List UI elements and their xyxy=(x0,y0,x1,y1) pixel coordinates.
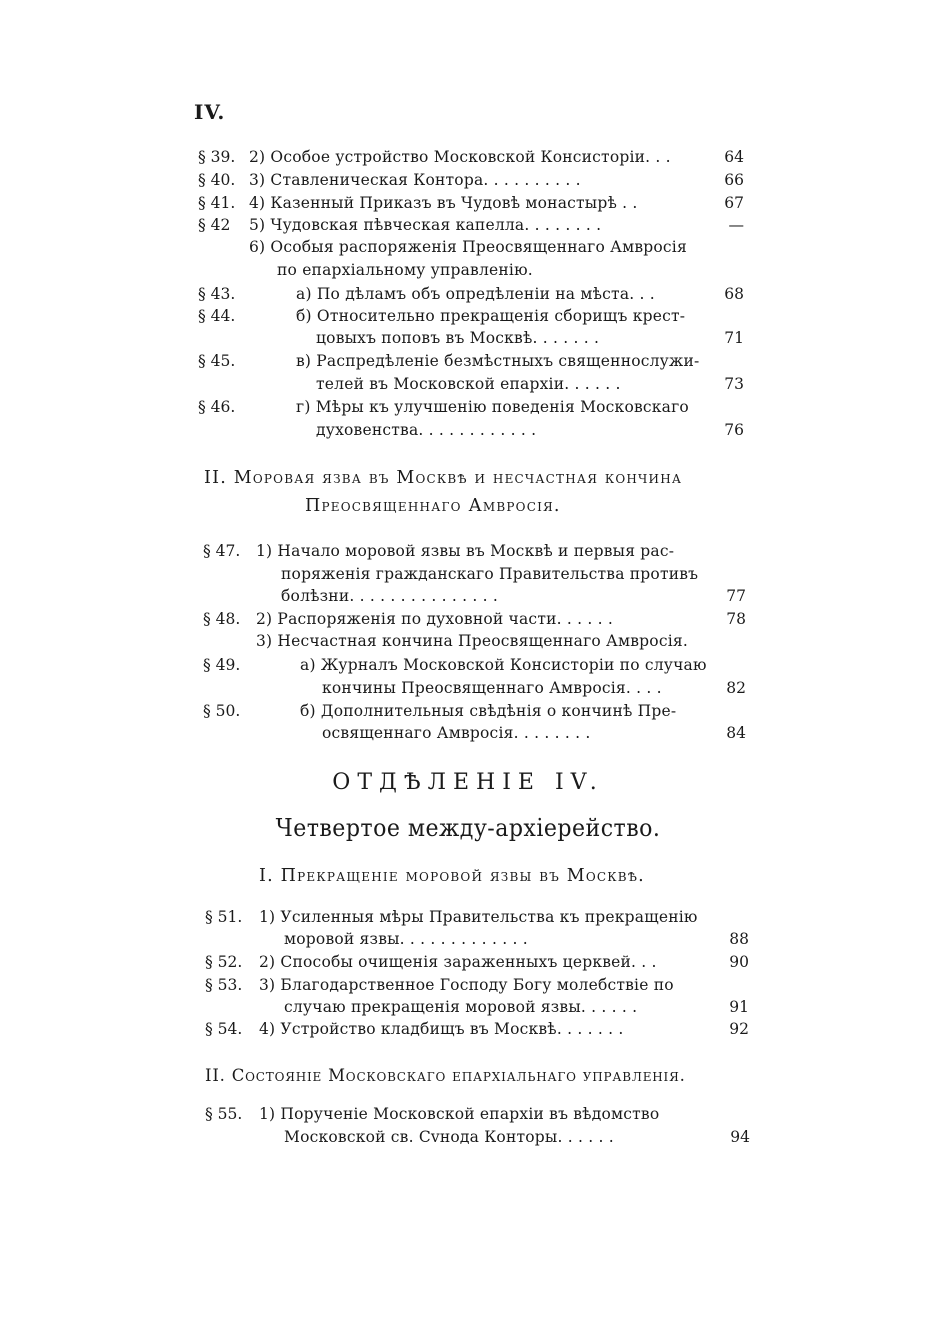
toc-section-number: § 46. xyxy=(198,398,236,416)
toc-section-number: § 53. xyxy=(205,976,243,994)
toc-page-number: 91 xyxy=(729,998,749,1016)
toc-entry-text: 1) Усиленныя мѣры Правительства къ прекращенію xyxy=(259,908,698,926)
toc-entry-text: по епархіальному управленію. xyxy=(277,261,533,279)
toc-entry-text: кончины Преосвященнаго Амвросія. . . . xyxy=(322,679,662,697)
toc-entry-text: 2) Особое устройство Московской Консисторіи. . . xyxy=(249,148,671,166)
toc-entry-text: 3) Благодарственное Господу Богу молебствіе по xyxy=(259,976,674,994)
toc-page-number: 78 xyxy=(726,610,746,628)
toc-page-number: 84 xyxy=(726,724,746,742)
toc-section-number: § 45. xyxy=(198,352,236,370)
toc-section-number: § 52. xyxy=(205,953,243,971)
toc-entry-text: 4) Казенный Приказъ въ Чудовѣ монастырѣ . . xyxy=(249,194,638,212)
toc-page-number: 88 xyxy=(729,930,749,948)
toc-entry-text: б) Дополнительныя свѣдѣнія о кончинѣ Пре- xyxy=(300,702,677,720)
toc-entry-text: 1) Начало моровой язвы въ Москвѣ и первыя рас- xyxy=(256,542,675,560)
toc-entry-text: поряженія гражданскаго Правительства противъ xyxy=(281,565,699,583)
toc-page-number: 64 xyxy=(724,148,744,166)
toc-entry-text: случаю прекращенія моровой язвы. . . . . . xyxy=(284,998,638,1016)
toc-entry-text: Московской св. Сvнода Конторы. . . . . . xyxy=(284,1128,614,1146)
toc-section-number: § 44. xyxy=(198,307,236,325)
toc-entry-text: цовыхъ поповъ въ Москвѣ. . . . . . . xyxy=(316,329,600,347)
subsection-heading: I. Прекращеніе моровой язвы въ Москвѣ. xyxy=(259,866,645,886)
toc-section-number: § 50. xyxy=(203,702,241,720)
toc-section-number: § 39. xyxy=(198,148,236,166)
toc-page-number: 71 xyxy=(724,329,744,347)
subsection-heading: II. Состояніе Московскаго епархіальнаго управленія. xyxy=(205,1066,686,1085)
toc-page-number: 94 xyxy=(730,1128,750,1146)
toc-page-number: 76 xyxy=(724,421,744,439)
toc-entry-text: б) Относительно прекращенія сборищъ крест- xyxy=(296,307,686,325)
toc-entry-text: 3) Несчастная кончина Преосвященнаго Амвросія. xyxy=(256,632,688,650)
toc-section-number: § 55. xyxy=(205,1105,243,1123)
toc-page-number: 73 xyxy=(724,375,744,393)
toc-section-number: § 48. xyxy=(203,610,241,628)
toc-entry-text: телей въ Московской епархіи. . . . . . xyxy=(316,375,621,393)
toc-entry-text: в) Распредѣленіе безмѣстныхъ священнослужи- xyxy=(296,352,700,370)
toc-page-number: 67 xyxy=(724,194,744,212)
toc-entry-text: 6) Особыя распоряженія Преосвященнаго Амвросія xyxy=(249,238,687,256)
toc-entry-text: 4) Устройство кладбищъ въ Москвѣ. . . . . . . xyxy=(259,1020,624,1038)
toc-section-number: § 51. xyxy=(205,908,243,926)
toc-section-number: § 47. xyxy=(203,542,241,560)
toc-entry-text: а) Журналъ Московской Консисторіи по случаю xyxy=(300,656,707,674)
toc-section-number: § 54. xyxy=(205,1020,243,1038)
page-number: IV. xyxy=(194,100,226,124)
toc-entry-text: духовенства. . . . . . . . . . . . xyxy=(316,421,537,439)
toc-entry-text: 1) Порученіе Московской епархіи въ вѣдомство xyxy=(259,1105,660,1123)
section-title: ОТДѢЛЕНІЕ IV. xyxy=(332,770,604,795)
toc-entry-text: болѣзни. . . . . . . . . . . . . . . xyxy=(281,587,499,605)
toc-entry-text: моровой язвы. . . . . . . . . . . . . xyxy=(284,930,528,948)
toc-entry-text: освященнаго Амвросія. . . . . . . . xyxy=(322,724,591,742)
toc-entry-text: 2) Распоряженія по духовной части. . . . . . xyxy=(256,610,614,628)
toc-page-number: 82 xyxy=(726,679,746,697)
toc-entry-text: г) Мѣры къ улучшенію поведенія Московскаго xyxy=(296,398,689,416)
toc-page-number: 90 xyxy=(729,953,749,971)
toc-page-number: 68 xyxy=(724,285,744,303)
toc-section-number: § 49. xyxy=(203,656,241,674)
toc-page-number: 92 xyxy=(729,1020,749,1038)
subsection-heading-cont: Преосвященнаго Амвросія. xyxy=(305,496,561,516)
toc-entry-text: 2) Способы очищенія зараженныхъ церквей. . . xyxy=(259,953,657,971)
toc-entry-text: 3) Ставленическая Контора. . . . . . . . . . xyxy=(249,171,581,189)
toc-section-number: § 43. xyxy=(198,285,236,303)
subsection-heading: II. Моровая язва въ Москвѣ и несчастная кончина xyxy=(204,468,683,488)
toc-entry-text: а) По дѣламъ объ опредѣленіи на мѣста. . . xyxy=(296,285,655,303)
toc-section-number: § 40. xyxy=(198,171,236,189)
toc-page-number: 66 xyxy=(724,171,744,189)
toc-page-number: — xyxy=(728,216,744,234)
section-subtitle: Четвертое между-архіерейство. xyxy=(275,814,661,842)
toc-entry-text: 5) Чудовская пѣвческая капелла. . . . . . . . xyxy=(249,216,602,234)
toc-section-number: § 42 xyxy=(198,216,231,234)
toc-page-number: 77 xyxy=(726,587,746,605)
toc-section-number: § 41. xyxy=(198,194,236,212)
